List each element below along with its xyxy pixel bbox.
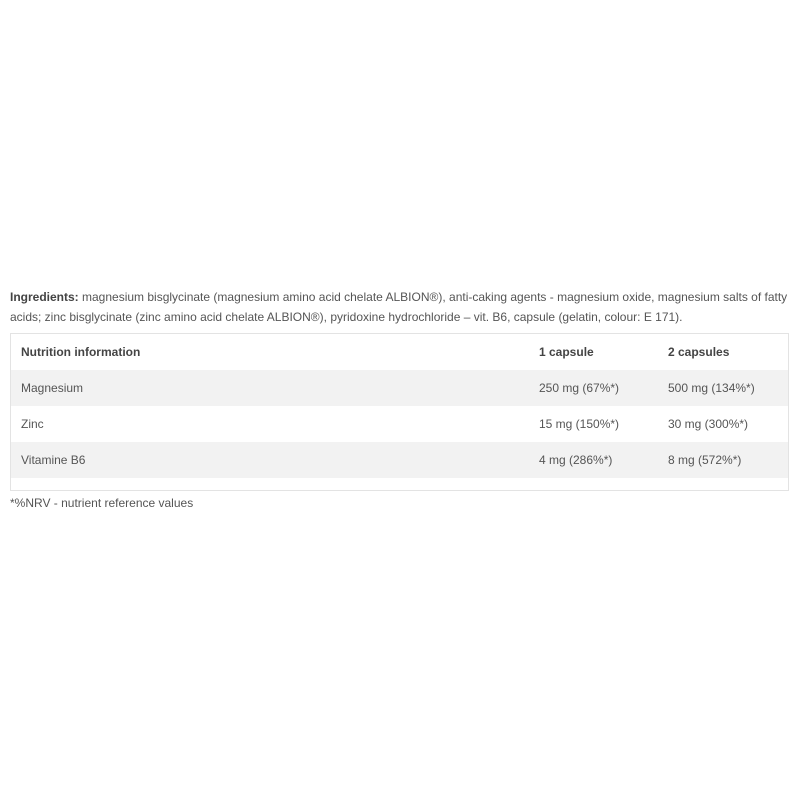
- header-2-capsules: 2 capsules: [668, 345, 730, 359]
- nutrient-amount-1-capsule: 4 mg (286%*): [529, 442, 658, 478]
- product-info: [10, 287, 790, 512]
- table-bottom-spacer: [11, 478, 789, 491]
- nutrient-amount-2-capsules: 500 mg (134%*): [658, 370, 789, 406]
- table-row: [11, 406, 789, 442]
- ingredients-label: Ingredients:: [10, 290, 79, 304]
- nutrient-name: Zinc: [21, 417, 44, 431]
- nutrient-amount-1-capsule: 15 mg (150%*): [539, 417, 620, 431]
- nutrient-name: Vitamine B6: [11, 442, 530, 478]
- table-row: [11, 442, 789, 478]
- nutrient-amount-1-capsule: 250 mg (67%*): [529, 370, 658, 406]
- ingredients-paragraph: [10, 287, 790, 327]
- table-header-row: [11, 334, 789, 371]
- header-nutrition-information: Nutrition information: [21, 345, 141, 359]
- nutrient-amount-2-capsules: 30 mg (300%*): [668, 417, 749, 431]
- nutrient-amount-2-capsules: 8 mg (572%*): [658, 442, 789, 478]
- nutrition-table: [10, 333, 789, 491]
- table-row: [11, 370, 789, 406]
- ingredients-text: magnesium bisglycinate (magnesium amino acid chelate ALBION®), anti-caking agents - magnesium oxide, magnesium salts of fatty acids; zinc bisglycinate (zinc amino acid chelate ALBION®), pyridoxine hydrochloride – vit. B6, capsule (gelatin, colour: E 171).: [10, 290, 788, 324]
- header-1-capsule: 1 capsule: [539, 345, 594, 359]
- nutrient-name: Magnesium: [11, 370, 530, 406]
- nrv-footnote: *%NRV - nutrient reference values: [10, 496, 194, 510]
